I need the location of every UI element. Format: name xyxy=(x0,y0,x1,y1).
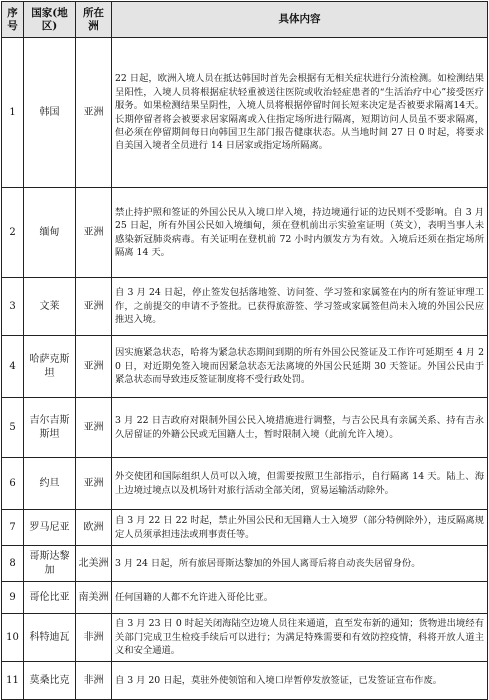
cell-content: 自 3 月 20 日起，莫驻外使领馆和入境口岸暂停发放签证，已发签证宣布作废。 xyxy=(112,662,488,700)
cell-continent: 欧洲 xyxy=(76,510,112,546)
cell-content: 因实施紧急状态，哈将为紧急状态期间到期的所有外国公民签证及工作许可延期至 4 月 20 日，对近期免签入境而因紧急状态无法离境的外国公民延期 30 天签证。外国公民由于紧急状态而导致违反签证制度将不受行政处罚。 xyxy=(112,336,488,398)
cell-continent: 亚洲 xyxy=(76,458,112,510)
cell-content: 外交使团和国际组织人员可以入境，但需要按照卫生部指示，自行隔离 14 天。陆上、海上边境过境点以及机场针对旅行活动全部关闭，贸易运输活动除外。 xyxy=(112,458,488,510)
cell-country: 吉尔吉斯斯坦 xyxy=(24,398,76,458)
cell-continent: 非洲 xyxy=(76,614,112,662)
cell-country: 哈萨克斯坦 xyxy=(24,336,76,398)
cell-no: 4 xyxy=(2,336,24,398)
cell-continent: 非洲 xyxy=(76,662,112,700)
cell-no: 9 xyxy=(2,582,24,614)
table-row xyxy=(2,188,488,278)
table-header-row xyxy=(2,2,488,38)
table-row xyxy=(2,582,488,614)
cell-no: 6 xyxy=(2,458,24,510)
cell-country: 缅甸 xyxy=(24,188,76,278)
cell-no: 1 xyxy=(2,38,24,188)
cell-content: 22 日起，欧洲入境人员在抵达韩国时首先会根据有无相关症状进行分流检测。如检测结果呈阳性，入境人员将根据症状轻重被送往医院或收治轻症患者的“生活治疗中心”接受医疗服务。如果检测结果呈阴性，入境人员将根据停留时间长短来决定是否被要求隔离14天。长期停留者将会被要求居家隔离或入住指定场所进行隔离，短期访问人员虽不要求隔离，但必须在停留期间每日向韩国卫生部门报告健康状态。从当地时间 27 日 0 时起，将要求自美国入境者全员进行 14 日居家或指定场所隔离。 xyxy=(112,38,488,188)
cell-continent: 亚洲 xyxy=(76,38,112,188)
table-row xyxy=(2,38,488,188)
cell-country: 文莱 xyxy=(24,278,76,336)
cell-content: 自 3 月 24 日起，停止签发包括落地签、访问签、学习签和家属签在内的所有签证审理工作，之前提交的申请不予签批。已获得旅游签、学习签或家属签但尚未入境的外国公民应推迟入境。 xyxy=(112,278,488,336)
cell-no: 8 xyxy=(2,546,24,582)
table-row xyxy=(2,336,488,398)
cell-country: 约旦 xyxy=(24,458,76,510)
header-no: 序号 xyxy=(2,2,24,38)
cell-country: 科特迪瓦 xyxy=(24,614,76,662)
table-row xyxy=(2,278,488,336)
cell-country: 哥伦比亚 xyxy=(24,582,76,614)
cell-continent: 南美洲 xyxy=(76,582,112,614)
cell-country: 莫桑比克 xyxy=(24,662,76,700)
cell-content: 任何国籍的人都不允许进入哥伦比亚。 xyxy=(112,582,488,614)
cell-continent: 北美洲 xyxy=(76,546,112,582)
entry-policy-table xyxy=(1,1,488,700)
cell-no: 11 xyxy=(2,662,24,700)
cell-continent: 亚洲 xyxy=(76,398,112,458)
table-row xyxy=(2,398,488,458)
cell-content: 自 3 月 23 日 0 时起关闭海陆空边境人员往来通道，直至发布新的通知；货物进出境经有关部门完成卫生检疫手续后可以进行；为满足特殊需要和有效防控疫情，科将开放人道主义和安全通道。 xyxy=(112,614,488,662)
cell-content: 3 月 22 日吉政府对限制外国公民入境措施进行调整，与吉公民具有亲属关系、持有吉永久居留证的外籍公民或无国籍人士，暂时限制入境（此前允许入境）。 xyxy=(112,398,488,458)
cell-country: 韩国 xyxy=(24,38,76,188)
cell-country: 哥斯达黎加 xyxy=(24,546,76,582)
table-row xyxy=(2,458,488,510)
cell-continent: 亚洲 xyxy=(76,278,112,336)
cell-content: 3 月 24 日起，所有旅居哥斯达黎加的外国人离哥后将自动丧失居留身份。 xyxy=(112,546,488,582)
cell-continent: 亚洲 xyxy=(76,188,112,278)
header-country: 国家(地区) xyxy=(24,2,76,38)
table-row xyxy=(2,510,488,546)
header-continent: 所在洲 xyxy=(76,2,112,38)
cell-no: 7 xyxy=(2,510,24,546)
cell-no: 10 xyxy=(2,614,24,662)
cell-content: 自 3 月 22 日 22 时起，禁止外国公民和无国籍人士入境罗（部分特例除外），违反隔离规定人员须承担违法或刑事责任等。 xyxy=(112,510,488,546)
cell-country: 罗马尼亚 xyxy=(24,510,76,546)
cell-continent: 亚洲 xyxy=(76,336,112,398)
header-content: 具体内容 xyxy=(112,2,488,38)
cell-content: 禁止持护照和签证的外国公民从入境口岸入境，持边境通行证的边民则不受影响。自 3 月 25 日起，所有外国公民如入境缅甸，须在登机前出示实验室证明（英文），表明当事人未感染新冠肺炎病毒。有关证明在登机前 72 小时内颁发方为有效。入境后还须在指定场所隔离 14 天。 xyxy=(112,188,488,278)
cell-no: 3 xyxy=(2,278,24,336)
table-row xyxy=(2,546,488,582)
table-row xyxy=(2,614,488,662)
cell-no: 2 xyxy=(2,188,24,278)
table-row xyxy=(2,662,488,700)
cell-no: 5 xyxy=(2,398,24,458)
